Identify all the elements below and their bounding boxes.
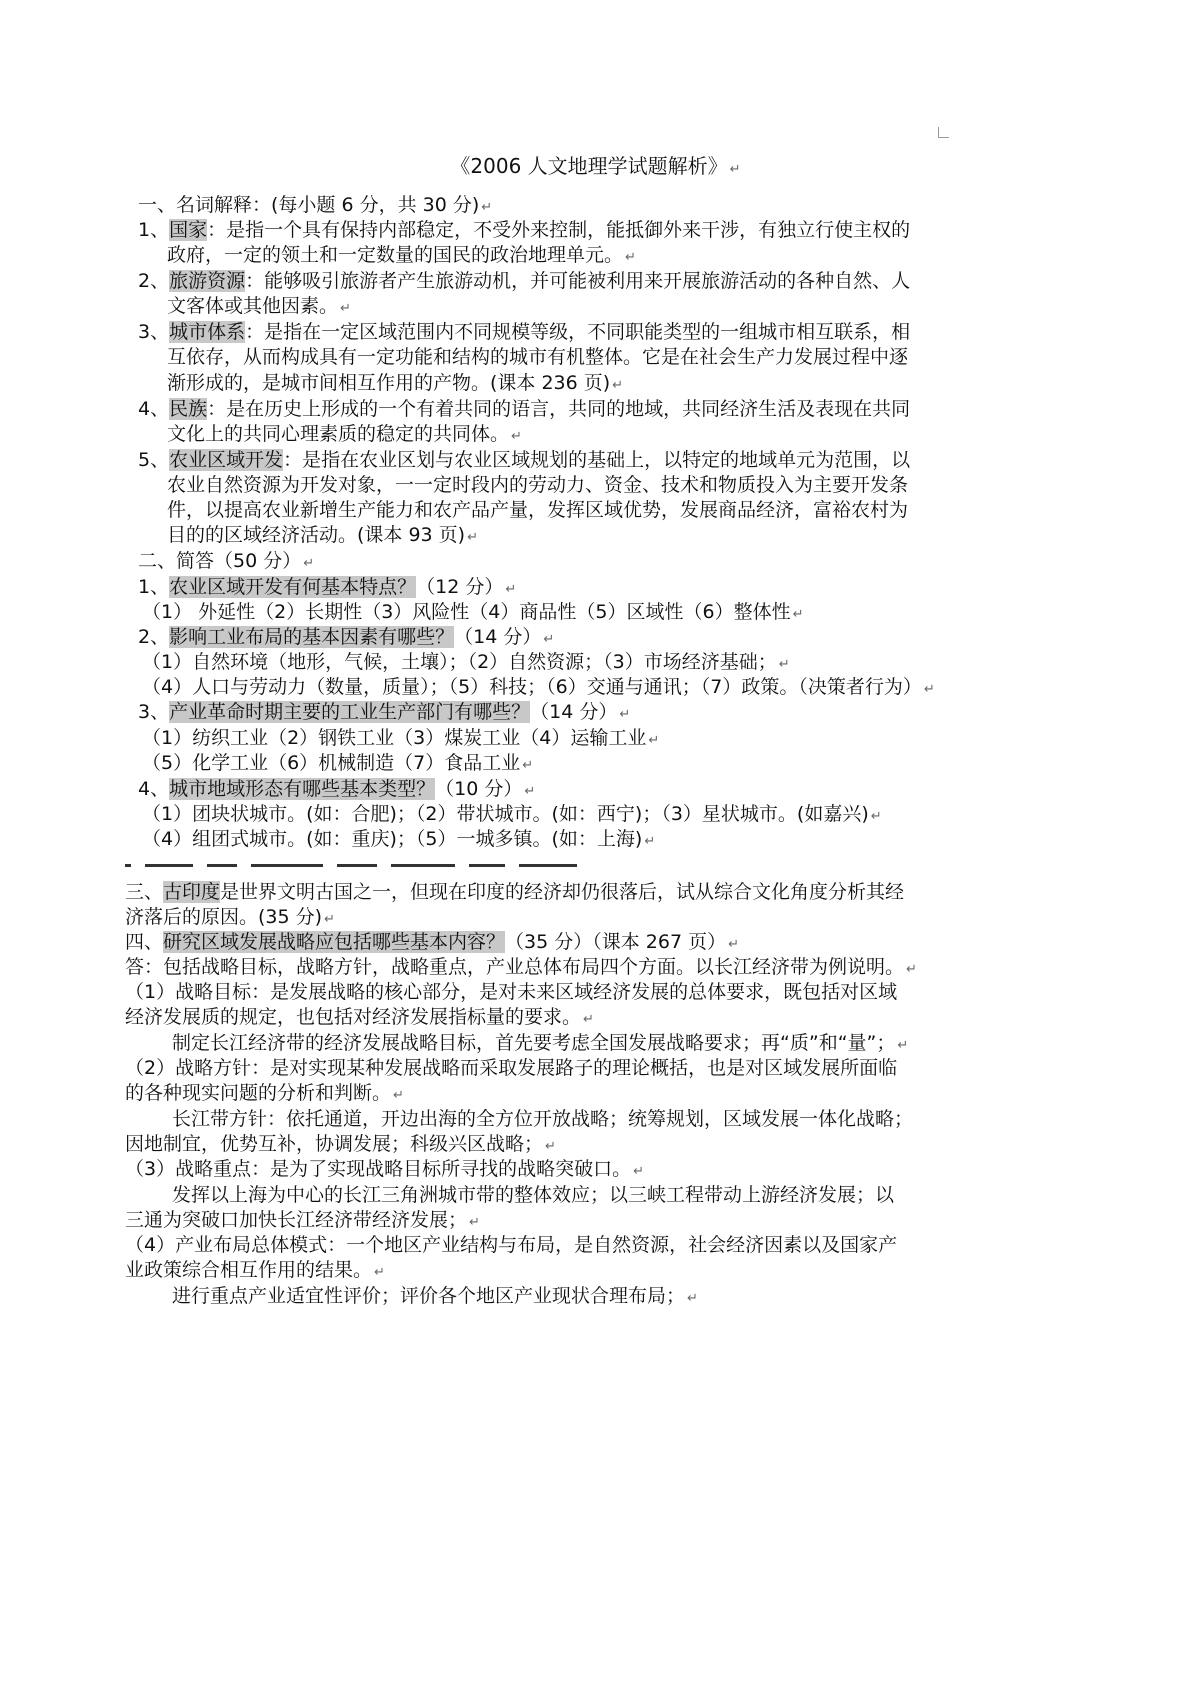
section4-layout-line2: 业政策综合相互作用的结果。 ↵ xyxy=(125,1259,385,1281)
answer-2-2-line1: （1）自然环境（地形，气候，土壤）；（2）自然资源；（3）市场经济基础； ↵ xyxy=(142,651,790,673)
question-highlight: 影响工业布局的基本因素有哪些？ xyxy=(169,626,455,648)
section4-policy-line1: （2）战略方针：是对实现某种发展战略而采取发展路子的理论概括，也是对区域发展所面临 xyxy=(125,1057,898,1079)
question-2-1: 1、农业区域开发有何基本特点？（12 分） ↵ xyxy=(138,576,517,598)
section4-policy-example-line2: 因地制宜，优势互补，协调发展；科级兴区战略； ↵ xyxy=(125,1133,556,1155)
document-title: 《2006 人文地理学试题解析》 ↵ xyxy=(450,154,741,178)
section4-policy-example-line1: 长江带方针：依托通道，开边出海的全方位开放战略；统筹规划，区域发展一体化战略； xyxy=(172,1108,914,1130)
question-highlight: 城市地域形态有哪些基本类型？ xyxy=(169,778,436,800)
section2-heading: 二、简答（50 分） ↵ xyxy=(138,550,315,572)
answer-2-1: （1） 外延性（2）长期性（3）风险性（4）商品性（5）区域性（6）整体性 ↵ xyxy=(142,601,804,623)
question-highlight: 农业区域开发有何基本特点？ xyxy=(169,576,417,598)
answer-2-2-line2: （4）人口与劳动力（数量，质量）；（5）科技；（6）交通与通讯；（7）政策。（决策者行为） ↵ xyxy=(142,676,935,698)
definition-item-3: 3、城市体系：是指在一定区域范围内不同规模等级，不同职能类型的一组城市相互联系，相 xyxy=(138,321,911,343)
answer-2-3-line1: （1）纺织工业（2）钢铁工业（3）煤炭工业（4）运输工业 ↵ xyxy=(142,727,660,749)
section4-layout-line1: （4）产业布局总体模式：一个地区产业结构与布局，是自然资源，社会经济因素以及国家产 xyxy=(125,1234,898,1256)
section4-goal-example: 制定长江经济带的经济发展战略目标，首先要考虑全国发展战略要求；再“质”和“量”； ↵ xyxy=(172,1032,909,1054)
section4-policy-line2: 的各种现实问题的分析和判断。 ↵ xyxy=(125,1082,404,1104)
clipped-text-artifact xyxy=(125,862,645,868)
definition-item-5: 5、农业区域开发：是指在农业区划与农业区域规划的基础上，以特定的地域单元为范围，以 xyxy=(138,449,911,471)
definition-item-4-cont: 文化上的共同心理素质的稳定的共同体。 ↵ xyxy=(167,423,522,445)
section4-focus-example-line1: 发挥以上海为中心的长江三角洲城市带的整体效应；以三峡工程带动上游经济发展；以 xyxy=(172,1184,895,1206)
term-highlight: 旅游资源 xyxy=(169,270,246,292)
definition-item-1: 1、国家：是指一个具有保持内部稳定，不受外来控制，能抵御外来干涉，有独立行使主权的 xyxy=(138,219,911,241)
definition-item-4: 4、民族：是在历史上形成的一个有着共同的语言，共同的地域，共同经济生活及表现在共同 xyxy=(138,398,911,420)
section4-answer-intro: 答：包括战略目标，战略方针，战略重点，产业总体布局四个方面。以长江经济带为例说明。 ↵ xyxy=(125,956,917,978)
definition-item-5-cont3: 目的的区域经济活动。(课本 93 页) ↵ xyxy=(167,524,478,546)
section1-heading: 一、名词解释：(每小题 6 分，共 30 分) ↵ xyxy=(138,194,493,216)
term-highlight: 民族 xyxy=(169,398,208,420)
question-highlight: 研究区域发展战略应包括哪些基本内容？ xyxy=(163,931,506,953)
definition-item-3-cont: 互依存，从而构成具有一定功能和结构的城市有机整体。它是在社会生产力发展过程中逐 xyxy=(167,346,909,368)
definition-item-3-cont2: 渐形成的，是城市间相互作用的产物。(课本 236 页) ↵ xyxy=(167,372,624,394)
term-highlight: 古印度 xyxy=(163,881,221,903)
term-highlight: 农业区域开发 xyxy=(169,449,284,471)
question-2-4: 4、城市地域形态有哪些基本类型？（10 分） ↵ xyxy=(138,778,536,800)
definition-item-1-cont: 政府，一定的领土和一定数量的国民的政治地理单元。 ↵ xyxy=(167,244,636,266)
section4-goal-line1: （1）战略目标：是发展战略的核心部分，是对未来区域经济发展的总体要求，既包括对区域 xyxy=(125,981,898,1003)
definition-item-5-cont: 农业自然资源为开发对象，一一定时段内的劳动力、资金、技术和物质投入为主要开发条 xyxy=(167,474,909,496)
section3-question: 三、古印度是世界文明古国之一，但现在印度的经济却仍很落后，试从综合文化角度分析其经 xyxy=(125,881,905,903)
section4-focus-line1: （3）战略重点：是为了实现战略目标所寻找的战略突破口。 ↵ xyxy=(125,1158,644,1180)
question-highlight: 产业革命时期主要的工业生产部门有哪些？ xyxy=(169,701,531,723)
definition-item-2-cont: 文客体或其他因素。 ↵ xyxy=(167,295,351,317)
answer-2-4-line2: （4）组团式城市。(如：重庆)；（5）一城多镇。(如：上海) ↵ xyxy=(142,828,656,850)
question-2-2: 2、影响工业布局的基本因素有哪些？（14 分） ↵ xyxy=(138,626,555,648)
section4-focus-example-line2: 三通为突破口加快长江经济带经济发展； ↵ xyxy=(125,1209,480,1231)
term-highlight: 城市体系 xyxy=(169,321,246,343)
section4-question: 四、研究区域发展战略应包括哪些基本内容？（35 分）（课本 267 页） ↵ xyxy=(125,931,739,953)
definition-item-2: 2、旅游资源：能够吸引旅游者产生旅游动机，并可能被利用来开展旅游活动的各种自然、人 xyxy=(138,270,911,292)
page-corner-mark xyxy=(938,127,949,138)
question-2-3: 3、产业革命时期主要的工业生产部门有哪些？（14 分） ↵ xyxy=(138,701,631,723)
definition-item-5-cont2: 件，以提高农业新增生产能力和农产品产量，发挥区域优势，发展商品经济，富裕农村为 xyxy=(167,499,909,521)
answer-2-3-line2: （5）化学工业（6）机械制造（7）食品工业 ↵ xyxy=(142,752,534,774)
answer-2-4-line1: （1）团块状城市。(如：合肥)；（2）带状城市。(如：西宁)；（3）星状城市。(如嘉兴) ↵ xyxy=(142,803,882,825)
section4-goal-line2: 经济发展质的规定，也包括对经济发展指标量的要求。 ↵ xyxy=(125,1006,594,1028)
section4-layout-example: 进行重点产业适宜性评价；评价各个地区产业现状合理布局； ↵ xyxy=(172,1285,698,1307)
section3-question-cont: 济落后的原因。(35 分) ↵ xyxy=(125,906,335,928)
term-highlight: 国家 xyxy=(169,219,208,241)
